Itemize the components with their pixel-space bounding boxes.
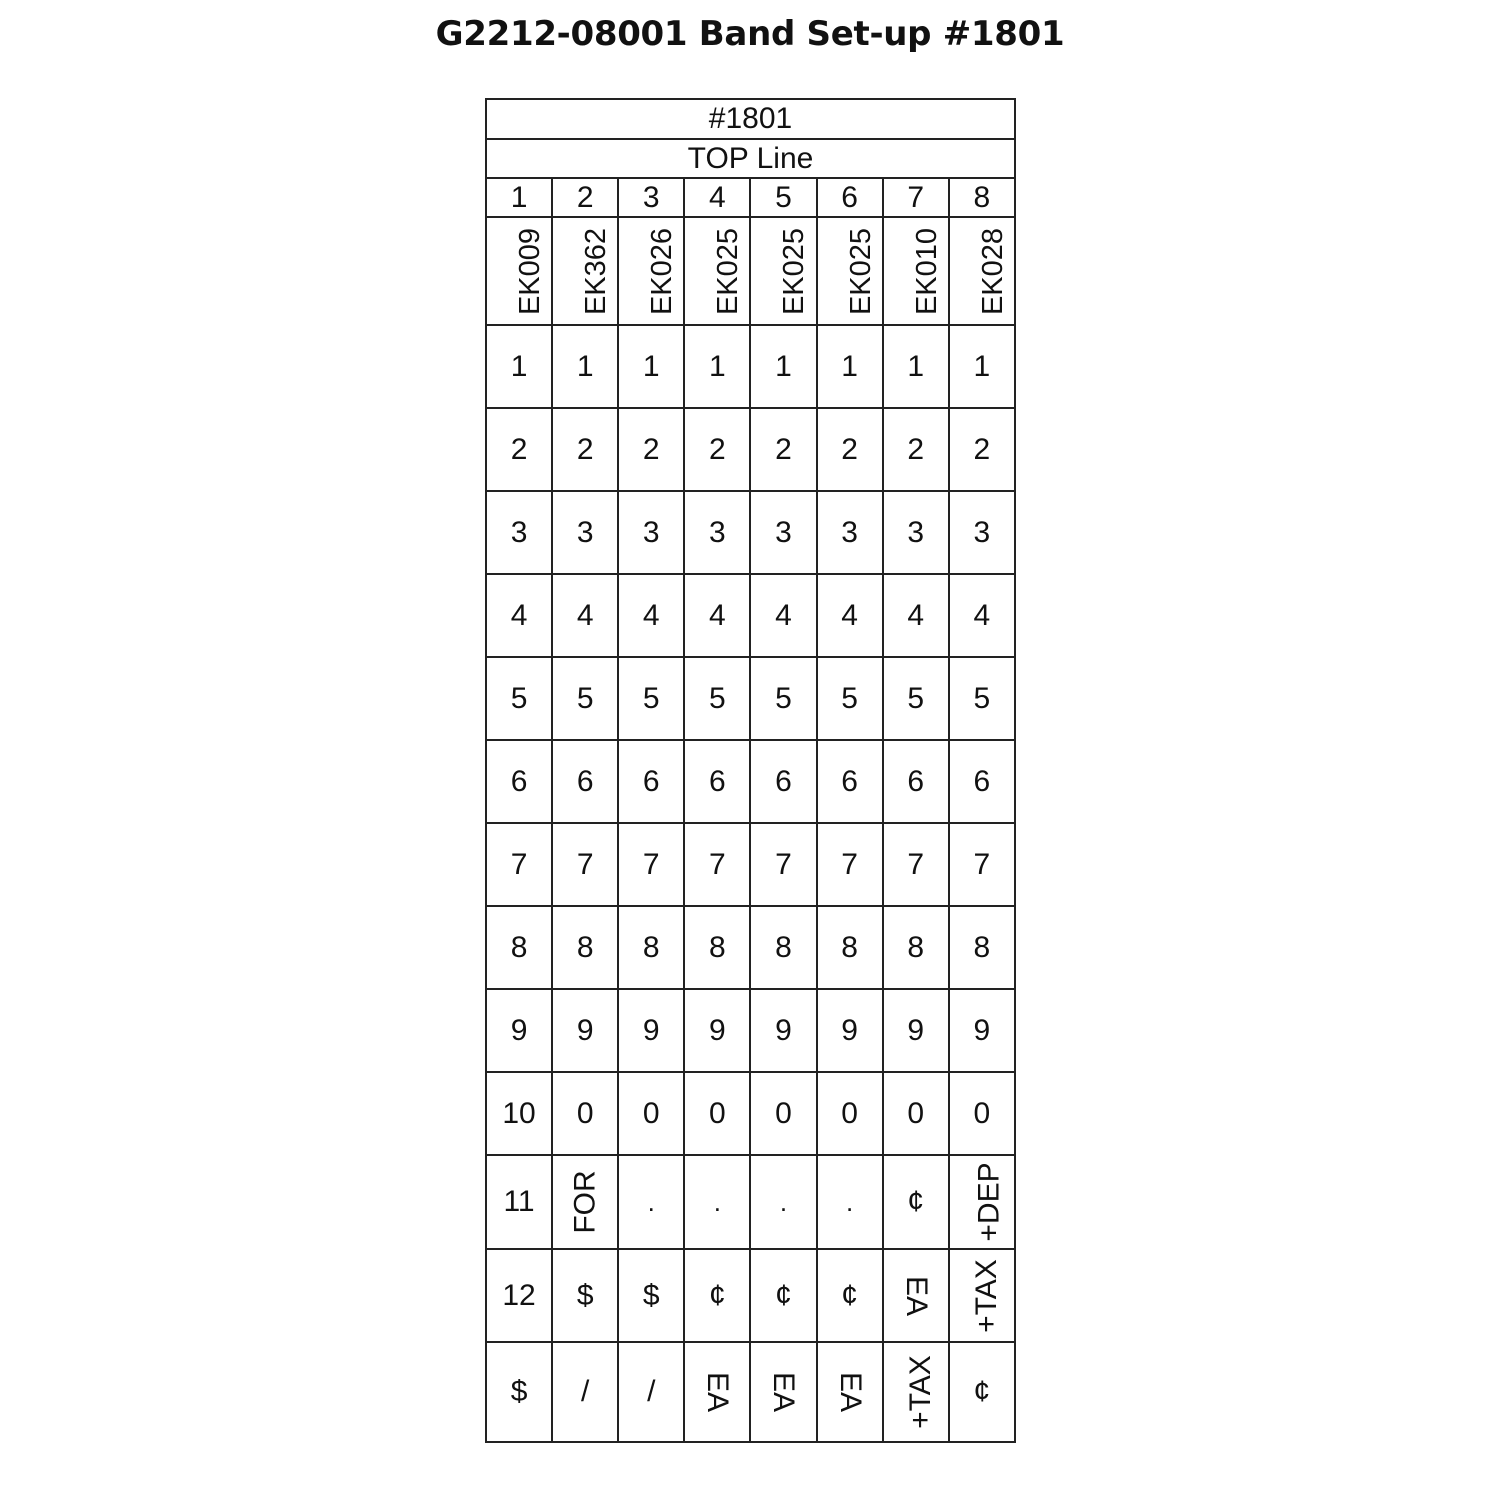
band-code: EK025 [844, 227, 877, 316]
band-setup-table [485, 98, 1016, 1443]
character-cell [684, 906, 750, 989]
character-value: 3 [775, 515, 792, 549]
character-cell [949, 574, 1015, 657]
character-value: 6 [973, 764, 991, 798]
band-code-cell [817, 217, 883, 325]
character-cell [552, 657, 618, 740]
character-value: 3 [973, 515, 991, 549]
character-cell [949, 491, 1015, 574]
character-cell [552, 574, 618, 657]
character-value: 3 [510, 515, 528, 549]
character-cell [552, 740, 618, 823]
character-cell [750, 325, 816, 408]
character-value: / [580, 1375, 590, 1408]
character-value: 2 [907, 432, 925, 466]
character-value: 12 [502, 1278, 536, 1312]
character-cell [817, 906, 883, 989]
character-cell [750, 491, 816, 574]
character-value: 1 [907, 349, 925, 383]
character-value: 1 [775, 349, 792, 383]
table-row [486, 408, 1015, 491]
character-cell [684, 823, 750, 906]
character-cell [618, 408, 684, 491]
character-value: 10 [502, 1096, 536, 1130]
character-value: 8 [709, 930, 726, 964]
character-cell [552, 325, 618, 408]
column-number: 3 [618, 178, 684, 217]
character-cell [684, 1072, 750, 1155]
character-value: 6 [709, 764, 726, 798]
character-value: 5 [973, 681, 991, 715]
character-value: 4 [775, 598, 792, 632]
character-cell [618, 657, 684, 740]
column-number: 8 [949, 178, 1015, 217]
character-value: 5 [775, 681, 792, 715]
column-number: 1 [486, 178, 552, 217]
character-value: 9 [907, 1013, 925, 1047]
character-value: 9 [510, 1013, 528, 1047]
character-cell [552, 1249, 618, 1342]
character-value: ¢ [709, 1278, 726, 1312]
character-value: 9 [642, 1013, 660, 1047]
character-value: 9 [973, 1013, 991, 1047]
column-number: 5 [750, 178, 816, 217]
character-cell [684, 408, 750, 491]
character-value: 7 [510, 847, 528, 881]
character-cell [883, 325, 949, 408]
band-code: EK028 [976, 227, 1009, 316]
character-cell [949, 989, 1015, 1072]
table-row [486, 1155, 1015, 1249]
column-number-row [486, 178, 1015, 217]
character-cell [949, 1155, 1015, 1249]
character-value: $ [576, 1278, 594, 1312]
character-value: 6 [907, 764, 925, 798]
character-cell [618, 1155, 684, 1249]
character-value: EA [767, 1371, 801, 1413]
character-cell [883, 1342, 949, 1442]
character-cell [817, 491, 883, 574]
column-number: 2 [552, 178, 618, 217]
character-value: 5 [642, 681, 660, 715]
character-value: 2 [841, 432, 858, 466]
character-cell [949, 906, 1015, 989]
character-cell [883, 657, 949, 740]
table-row [486, 491, 1015, 574]
character-value: 0 [973, 1096, 991, 1130]
character-value: 5 [841, 681, 858, 715]
band-code-cell [750, 217, 816, 325]
character-cell [552, 1342, 618, 1442]
character-cell [750, 740, 816, 823]
character-value: 0 [576, 1096, 594, 1130]
position-cell [486, 740, 552, 823]
character-cell [817, 1072, 883, 1155]
character-cell [618, 823, 684, 906]
band-code: EK010 [910, 227, 943, 316]
table-row [486, 906, 1015, 989]
character-cell [949, 1342, 1015, 1442]
character-cell [750, 574, 816, 657]
character-value: 0 [841, 1096, 858, 1130]
table-header: #1801 [486, 99, 1015, 139]
character-value: FOR [568, 1170, 602, 1234]
character-value: $ [642, 1278, 660, 1312]
character-value: 3 [709, 515, 726, 549]
table-row [486, 325, 1015, 408]
band-code-cell [618, 217, 684, 325]
table-row [486, 740, 1015, 823]
character-value: 4 [709, 598, 726, 632]
column-number: 6 [817, 178, 883, 217]
character-cell [684, 989, 750, 1072]
character-value: 3 [841, 515, 858, 549]
character-value: 1 [642, 349, 660, 383]
character-value: 7 [709, 847, 726, 881]
character-value: 8 [576, 930, 594, 964]
character-value: 2 [775, 432, 792, 466]
band-code-cell [684, 217, 750, 325]
position-cell [486, 906, 552, 989]
character-cell [618, 491, 684, 574]
table-subheader: TOP Line [486, 139, 1015, 178]
character-value: 3 [907, 515, 925, 549]
character-value: 7 [973, 847, 991, 881]
position-cell [486, 989, 552, 1072]
character-value: 1 [709, 349, 726, 383]
character-cell [750, 906, 816, 989]
character-value: 2 [510, 432, 528, 466]
character-cell [817, 574, 883, 657]
table-row [486, 823, 1015, 906]
character-cell [883, 1249, 949, 1342]
band-code: EK009 [514, 227, 547, 316]
character-cell [883, 989, 949, 1072]
character-value: ¢ [907, 1185, 925, 1218]
character-cell [817, 1155, 883, 1249]
table-row [486, 1072, 1015, 1155]
character-cell [883, 1155, 949, 1249]
position-cell [486, 1342, 552, 1442]
character-cell [618, 325, 684, 408]
character-value: +TAX [903, 1355, 937, 1429]
character-cell [552, 1155, 618, 1249]
character-value: ¢ [775, 1278, 792, 1312]
character-value: . [647, 1187, 655, 1217]
character-cell [883, 1072, 949, 1155]
character-cell [817, 408, 883, 491]
character-value: 4 [642, 598, 660, 632]
table-row [486, 1342, 1015, 1442]
character-value: 8 [510, 930, 528, 964]
character-cell [684, 1342, 750, 1442]
character-cell [552, 823, 618, 906]
character-cell [883, 491, 949, 574]
position-cell [486, 574, 552, 657]
character-cell [750, 1249, 816, 1342]
character-value: 8 [907, 930, 925, 964]
character-cell [949, 1249, 1015, 1342]
character-value: 5 [907, 681, 925, 715]
character-value: 6 [576, 764, 594, 798]
character-value: 1 [510, 349, 528, 383]
character-cell [618, 1072, 684, 1155]
character-cell [750, 823, 816, 906]
character-value: / [647, 1375, 656, 1408]
band-code-cell [552, 217, 618, 325]
position-cell [486, 657, 552, 740]
character-value: 9 [709, 1013, 726, 1047]
character-cell [618, 574, 684, 657]
column-number: 4 [684, 178, 750, 217]
character-cell [552, 1072, 618, 1155]
character-value: 5 [709, 681, 726, 715]
position-cell [486, 823, 552, 906]
character-value: 4 [576, 598, 594, 632]
character-cell [684, 657, 750, 740]
character-value: . [713, 1187, 721, 1217]
character-value: 4 [841, 598, 858, 632]
character-cell [552, 408, 618, 491]
character-value: 1 [973, 349, 991, 383]
character-cell [684, 740, 750, 823]
character-value: +TAX [969, 1258, 1003, 1333]
character-value: ¢ [841, 1278, 858, 1312]
character-cell [750, 1072, 816, 1155]
character-cell [949, 740, 1015, 823]
character-cell [684, 574, 750, 657]
character-value: EA [701, 1371, 735, 1413]
character-value: 7 [642, 847, 660, 881]
character-value: 0 [907, 1096, 925, 1130]
character-cell [750, 408, 816, 491]
character-value: 4 [973, 598, 991, 632]
character-value: 8 [841, 930, 858, 964]
character-value: 0 [709, 1096, 726, 1130]
character-cell [684, 1155, 750, 1249]
character-value: 6 [510, 764, 528, 798]
table-row [486, 657, 1015, 740]
band-code: EK025 [778, 227, 811, 316]
character-cell [684, 1249, 750, 1342]
character-value: . [845, 1187, 854, 1217]
character-cell [552, 906, 618, 989]
character-value: 0 [642, 1096, 660, 1130]
table-row [486, 989, 1015, 1072]
character-cell [949, 408, 1015, 491]
character-cell [684, 325, 750, 408]
character-value: 1 [841, 349, 858, 383]
character-value: $ [510, 1375, 528, 1408]
character-value: 3 [642, 515, 660, 549]
character-cell [883, 906, 949, 989]
position-cell [486, 1155, 552, 1249]
character-value: 2 [709, 432, 726, 466]
character-value: 7 [841, 847, 858, 881]
character-value: 1 [576, 349, 594, 383]
band-code: EK362 [580, 227, 613, 316]
character-value: EA [899, 1275, 933, 1316]
character-cell [684, 491, 750, 574]
character-cell [817, 1342, 883, 1442]
column-number: 7 [883, 178, 949, 217]
character-cell [618, 740, 684, 823]
band-code-cell [883, 217, 949, 325]
character-value: 9 [576, 1013, 594, 1047]
character-cell [883, 574, 949, 657]
band-code: EK026 [646, 227, 679, 316]
character-cell [618, 1249, 684, 1342]
position-cell [486, 1249, 552, 1342]
character-value: 7 [907, 847, 925, 881]
character-value: 2 [642, 432, 660, 466]
character-value: +DEP [972, 1162, 1006, 1242]
character-value: 7 [576, 847, 594, 881]
character-cell [618, 906, 684, 989]
character-cell [949, 325, 1015, 408]
character-value: 2 [973, 432, 991, 466]
character-cell [817, 989, 883, 1072]
character-cell [750, 657, 816, 740]
character-value: 4 [510, 598, 528, 632]
band-code-cell [949, 217, 1015, 325]
character-cell [817, 657, 883, 740]
position-cell [486, 491, 552, 574]
character-value: 9 [775, 1013, 792, 1047]
character-value: 6 [775, 764, 792, 798]
table-row [486, 1249, 1015, 1342]
character-cell [618, 1342, 684, 1442]
character-cell [817, 823, 883, 906]
character-value: EA [833, 1371, 867, 1413]
character-cell [817, 325, 883, 408]
character-value: 5 [510, 681, 528, 715]
band-code-row [486, 217, 1015, 325]
band-code: EK025 [712, 227, 745, 316]
character-value: 9 [841, 1013, 858, 1047]
character-value: 11 [503, 1185, 535, 1218]
character-cell [949, 1072, 1015, 1155]
position-cell [486, 1072, 552, 1155]
page-title: G2212-08001 Band Set-up #1801 [435, 14, 1065, 54]
character-value: 8 [775, 930, 792, 964]
character-value: 0 [775, 1096, 792, 1130]
character-value: 3 [576, 515, 594, 549]
character-cell [552, 491, 618, 574]
character-value: 2 [576, 432, 594, 466]
character-value: 4 [907, 598, 925, 632]
character-cell [949, 823, 1015, 906]
character-cell [618, 989, 684, 1072]
character-cell [883, 740, 949, 823]
character-cell [750, 1155, 816, 1249]
character-cell [817, 1249, 883, 1342]
character-value: 8 [973, 930, 991, 964]
band-code-cell [486, 217, 552, 325]
character-value: 8 [642, 930, 660, 964]
position-cell [486, 325, 552, 408]
character-cell [552, 989, 618, 1072]
character-value: 5 [576, 681, 594, 715]
character-value: 6 [642, 764, 660, 798]
character-cell [883, 823, 949, 906]
character-cell [750, 1342, 816, 1442]
character-cell [817, 740, 883, 823]
character-value: 7 [775, 847, 792, 881]
character-cell [750, 989, 816, 1072]
character-cell [949, 657, 1015, 740]
character-value: . [779, 1187, 788, 1217]
position-cell [486, 408, 552, 491]
character-value: ¢ [973, 1375, 991, 1408]
character-cell [883, 408, 949, 491]
character-value: 6 [841, 764, 858, 798]
table-row [486, 574, 1015, 657]
